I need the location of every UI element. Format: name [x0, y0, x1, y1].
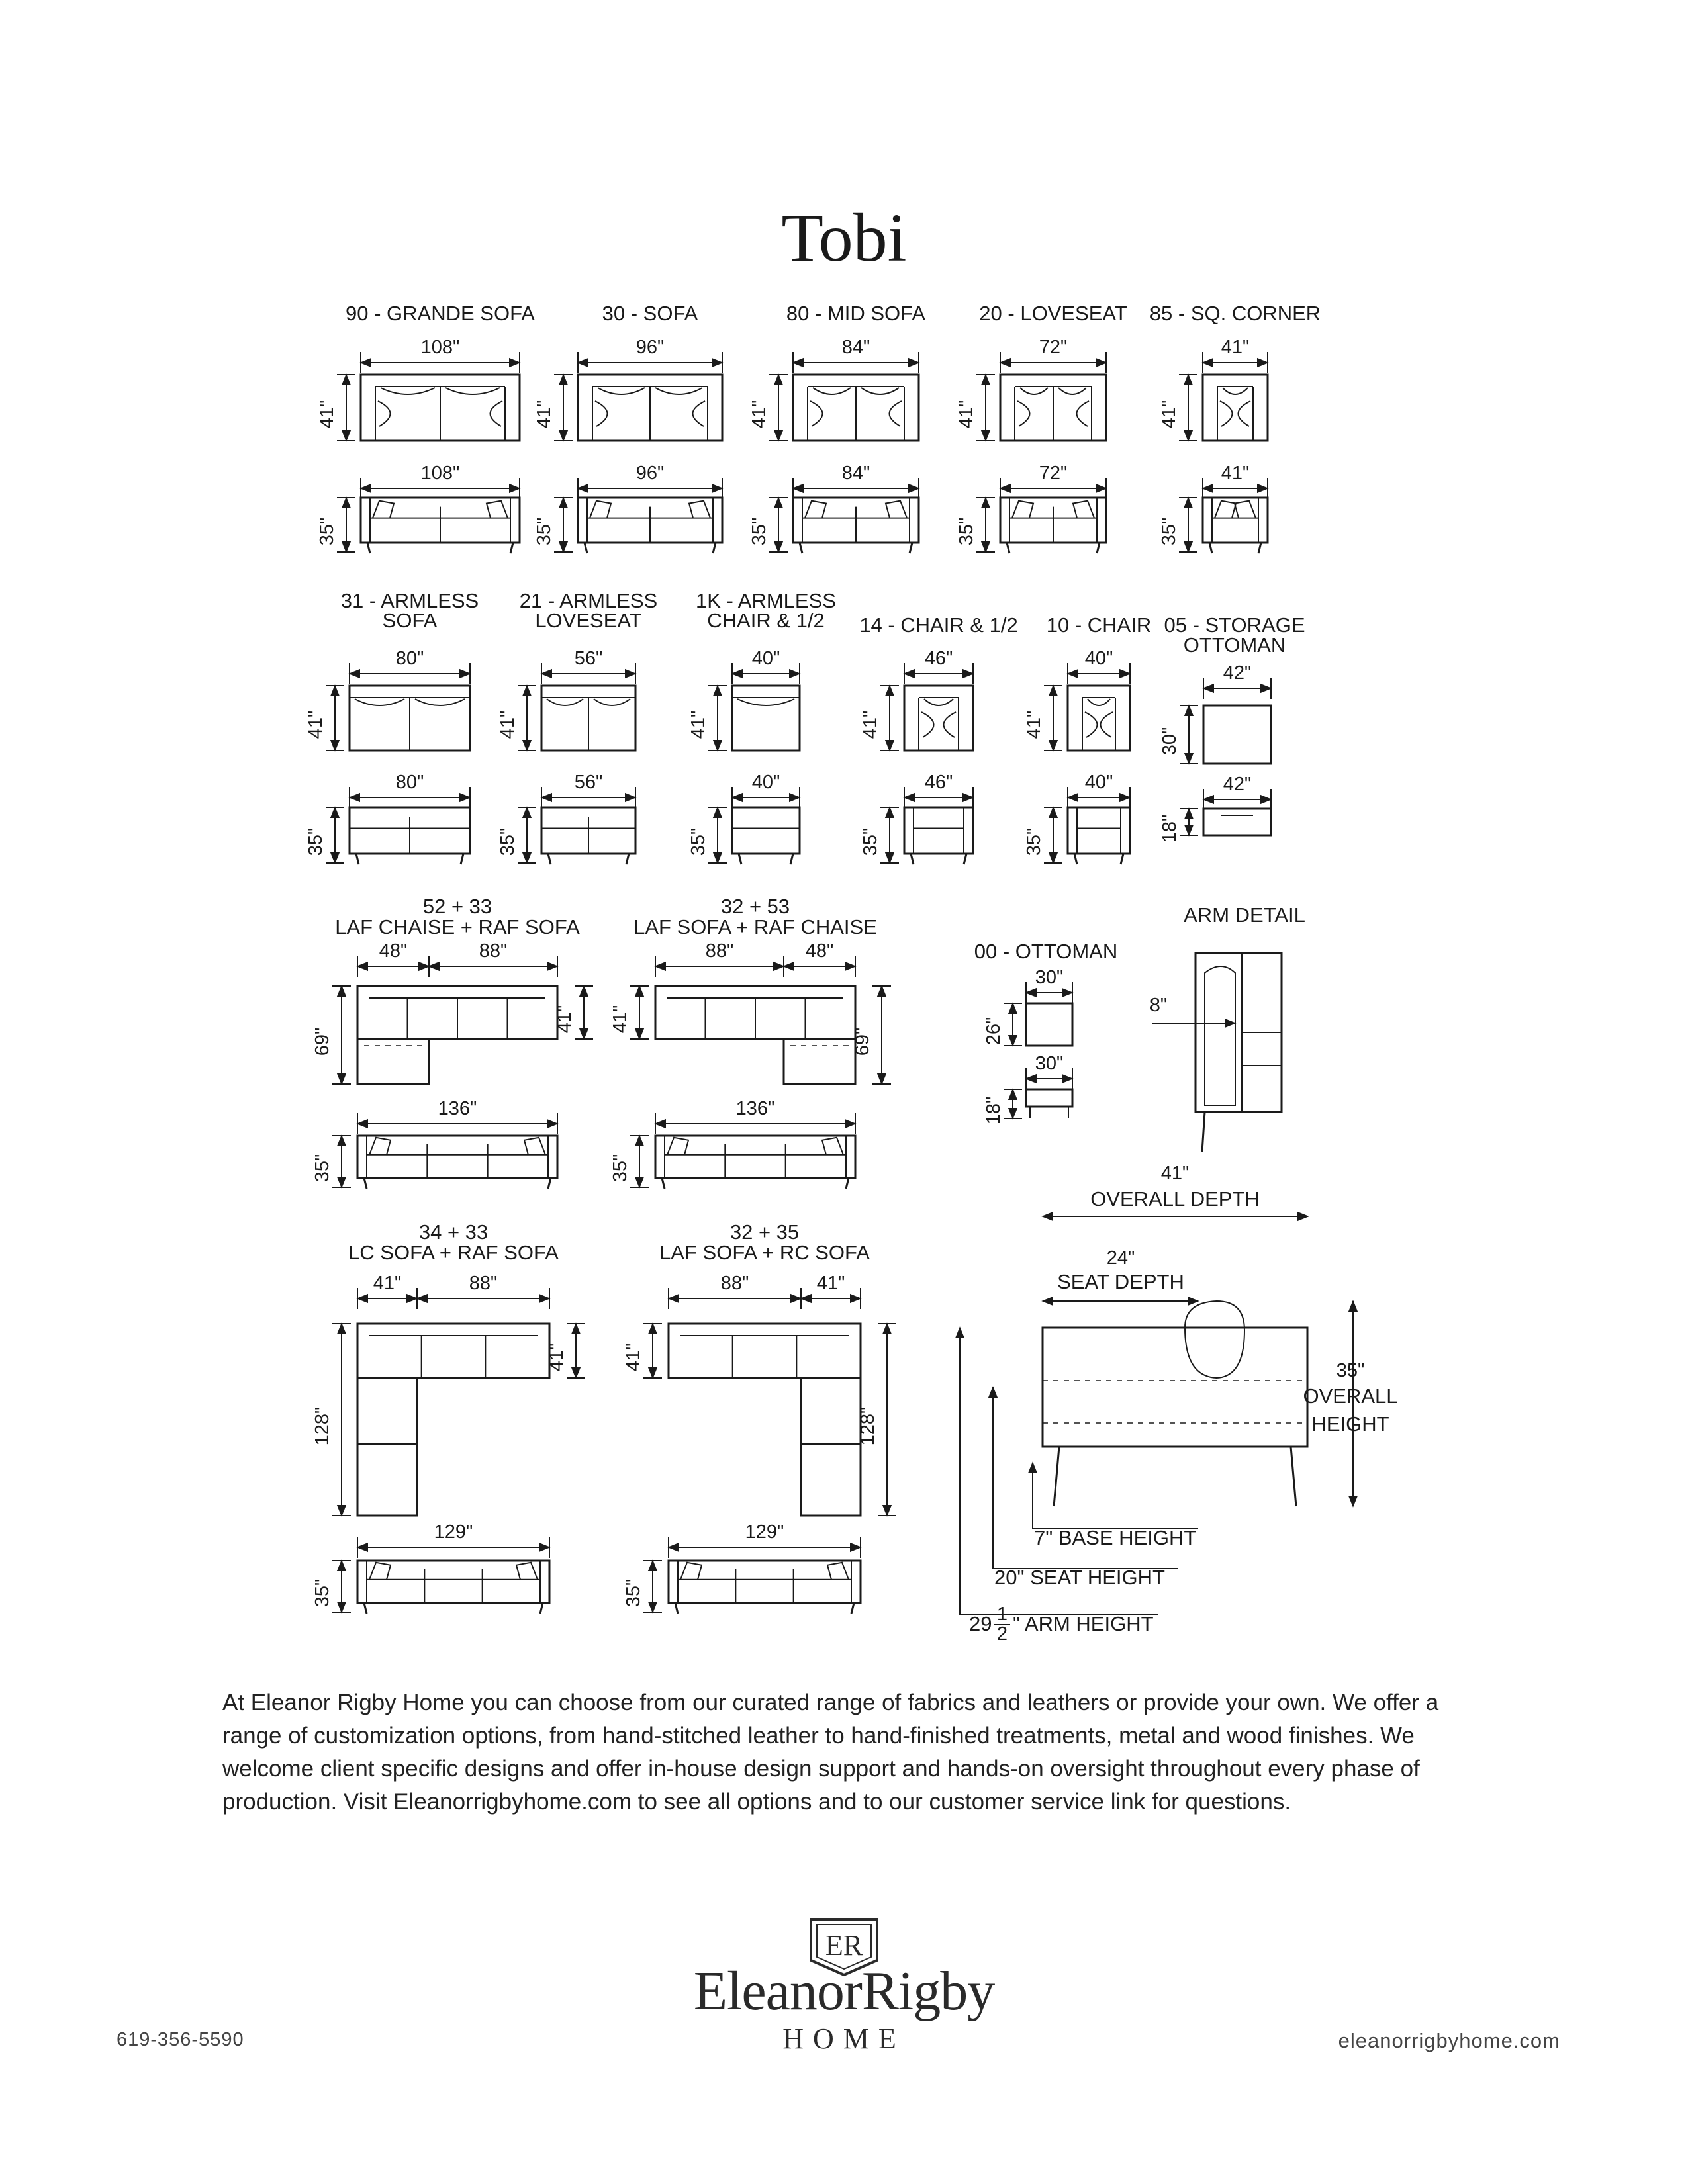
- corner-front-width-0: 129": [434, 1522, 473, 1543]
- svg-text:ER: ER: [825, 1929, 863, 1962]
- top-width-dim-1: 96": [635, 337, 665, 358]
- front-width-dim2-1: 56": [574, 772, 603, 793]
- arm-height-label: " ARM HEIGHT: [1013, 1612, 1154, 1635]
- height-dim2-1: 35": [497, 827, 518, 856]
- sectional-side-left-1: 41": [610, 1005, 631, 1034]
- depth-dim2-4: 41": [1023, 710, 1045, 739]
- sectional-front-width-0: 136": [438, 1098, 477, 1119]
- corner-code-1: 32 + 35: [729, 1220, 800, 1244]
- depth-dim2-0: 41": [305, 710, 326, 739]
- description-paragraph: At Eleanor Rigby Home you can choose from our curated range of fabrics and leathers or provide your own. We offer a range of customization options, from hand-stitched leather to hand-finished treatments, metal and wood finishes. We welcome client specific designs and offer in-house design support and hands-on oversight throughout every phase of production. Visit Eleanorrigbyhome.com to see all options and to our customer service link for questions.: [222, 1690, 1439, 1815]
- height-dim2-2: 35": [688, 827, 709, 856]
- depth-dim2-2: 41": [688, 710, 709, 739]
- height-dim2-4: 35": [1023, 827, 1045, 856]
- brand-subtitle: HOME: [782, 2023, 906, 2055]
- top-width-dim2-2: 40": [751, 648, 780, 669]
- overall-height-label-b: HEIGHT: [1311, 1412, 1389, 1435]
- storage-ottoman-label-a: 05 - STORAGE: [1164, 614, 1305, 637]
- corner-w2-0: 88": [469, 1273, 498, 1294]
- front-width-dim-0: 108": [420, 463, 460, 484]
- top-width-dim2-3: 46": [924, 648, 953, 669]
- sectional-side-left-0: 69": [312, 1027, 333, 1056]
- top-width-dim-2: 84": [841, 337, 870, 358]
- sectional-w2-1: 48": [805, 940, 834, 962]
- arm-height-denominator: 2: [996, 1623, 1008, 1645]
- front-width-dim2-3: 46": [924, 772, 953, 793]
- overall-depth-value: 41": [1160, 1163, 1190, 1184]
- front-width-dim2-0: 80": [395, 772, 424, 793]
- corner-side-right-1: 128": [857, 1406, 878, 1446]
- depth-dim-0: 41": [316, 400, 338, 429]
- corner-side-left-0: 128": [312, 1406, 333, 1446]
- sectional-side-right-0: 41": [554, 1005, 575, 1034]
- corner-w1-1: 88": [720, 1273, 749, 1294]
- product2-label-b-2: CHAIR & 1/2: [707, 609, 825, 632]
- depth-dim-3: 41": [956, 400, 977, 429]
- product2-label-b-1: LOVESEAT: [535, 609, 642, 632]
- ottoman-height: 18": [983, 1096, 1004, 1125]
- front-width-dim-4: 41": [1221, 463, 1250, 484]
- top-width-dim-3: 72": [1039, 337, 1068, 358]
- corner-w2-1: 41": [816, 1273, 845, 1294]
- front-width-dim2-2: 40": [751, 772, 780, 793]
- seat-height-label: 20" SEAT HEIGHT: [994, 1566, 1165, 1589]
- corner-side-left-1: 41": [623, 1343, 644, 1372]
- ottoman-label: 00 - OTTOMAN: [974, 940, 1118, 963]
- top-width-dim2-0: 80": [395, 648, 424, 669]
- product2-label-a-2: 1K - ARMLESS: [696, 589, 836, 612]
- sectional-height-0: 35": [312, 1154, 333, 1183]
- depth-dim2-3: 41": [860, 710, 881, 739]
- sectional-label-1: LAF SOFA + RAF CHAISE: [633, 915, 877, 938]
- height-dim-3: 35": [956, 517, 977, 546]
- storage-ottoman-depth: 30": [1159, 727, 1180, 756]
- top-width-dim-0: 108": [420, 337, 460, 358]
- ottoman-front-width: 30": [1035, 1053, 1064, 1074]
- product-label-4: 85 - SQ. CORNER: [1149, 302, 1321, 325]
- product2-label-a-1: 21 - ARMLESS: [519, 589, 658, 612]
- storage-ottoman-front-width: 42": [1223, 774, 1252, 795]
- product2-label-a-3: 14 - CHAIR & 1/2: [859, 614, 1018, 637]
- depth-dim-1: 41": [534, 400, 555, 429]
- front-width-dim-2: 84": [841, 463, 870, 484]
- corner-w1-0: 41": [373, 1273, 402, 1294]
- arm-height-numerator: 1: [996, 1604, 1008, 1625]
- arm-width-dim: 8": [1149, 995, 1168, 1016]
- arm-height-whole: 29: [969, 1612, 992, 1635]
- product-label-1: 30 - SOFA: [602, 302, 698, 325]
- product-label-3: 20 - LOVESEAT: [979, 302, 1127, 325]
- sectional-front-width-1: 136": [735, 1098, 775, 1119]
- height-dim2-0: 35": [305, 827, 326, 856]
- overall-height-label-a: OVERALL: [1303, 1385, 1398, 1408]
- sectional-w1-0: 48": [379, 940, 408, 962]
- front-width-dim-3: 72": [1039, 463, 1068, 484]
- depth-dim-2: 41": [749, 400, 770, 429]
- corner-side-right-0: 41": [546, 1343, 567, 1372]
- brand-name: EleanorRigby: [693, 1960, 995, 2022]
- depth-dim2-1: 41": [497, 710, 518, 739]
- corner-label-1: LAF SOFA + RC SOFA: [659, 1241, 870, 1264]
- height-dim-4: 35": [1158, 517, 1180, 546]
- overall-depth-label: OVERALL DEPTH: [1090, 1187, 1260, 1210]
- seat-depth-label: SEAT DEPTH: [1057, 1270, 1184, 1293]
- height-dim-0: 35": [316, 517, 338, 546]
- product-label-2: 80 - MID SOFA: [786, 302, 926, 325]
- product-label-0: 90 - GRANDE SOFA: [346, 302, 535, 325]
- front-width-dim2-4: 40": [1084, 772, 1113, 793]
- sectional-code-0: 52 + 33: [422, 895, 492, 918]
- height-dim-2: 35": [749, 517, 770, 546]
- footer-website-link[interactable]: eleanorrigbyhome.com: [1338, 2029, 1560, 2052]
- top-width-dim-4: 41": [1221, 337, 1250, 358]
- base-height-label: 7" BASE HEIGHT: [1034, 1526, 1197, 1549]
- corner-label-0: LC SOFA + RAF SOFA: [348, 1241, 559, 1264]
- corner-height-0: 35": [312, 1578, 333, 1608]
- ottoman-width: 30": [1035, 967, 1064, 988]
- depth-dim-4: 41": [1158, 400, 1180, 429]
- arm-detail-label: ARM DETAIL: [1184, 903, 1305, 927]
- height-dim-1: 35": [534, 517, 555, 546]
- sectional-label-0: LAF CHAISE + RAF SOFA: [335, 915, 580, 938]
- sectional-w1-1: 88": [705, 940, 734, 962]
- height-dim2-3: 35": [860, 827, 881, 856]
- sectional-w2-0: 88": [479, 940, 508, 962]
- corner-front-width-1: 129": [745, 1522, 784, 1543]
- top-width-dim2-1: 56": [574, 648, 603, 669]
- top-width-dim2-4: 40": [1084, 648, 1113, 669]
- corner-code-0: 34 + 33: [418, 1220, 489, 1244]
- front-width-dim-1: 96": [635, 463, 665, 484]
- product2-label-a-0: 31 - ARMLESS: [340, 589, 479, 612]
- footer-phone[interactable]: 619-356-5590: [117, 2029, 244, 2050]
- product2-label-a-4: 10 - CHAIR: [1046, 614, 1152, 637]
- storage-ottoman-width: 42": [1223, 662, 1252, 684]
- storage-ottoman-height: 18": [1159, 814, 1180, 843]
- ottoman-depth: 26": [983, 1017, 1004, 1046]
- sectional-height-1: 35": [610, 1154, 631, 1183]
- page-title: Tobi: [781, 200, 907, 276]
- sectional-side-right-1: 69": [852, 1027, 873, 1056]
- storage-ottoman-label-b: OTTOMAN: [1183, 633, 1286, 657]
- sectional-code-1: 32 + 53: [720, 895, 790, 918]
- seat-depth-value: 24": [1106, 1248, 1135, 1269]
- product2-label-b-0: SOFA: [382, 609, 438, 632]
- overall-height-value: 35": [1336, 1360, 1365, 1381]
- corner-height-1: 35": [623, 1578, 644, 1608]
